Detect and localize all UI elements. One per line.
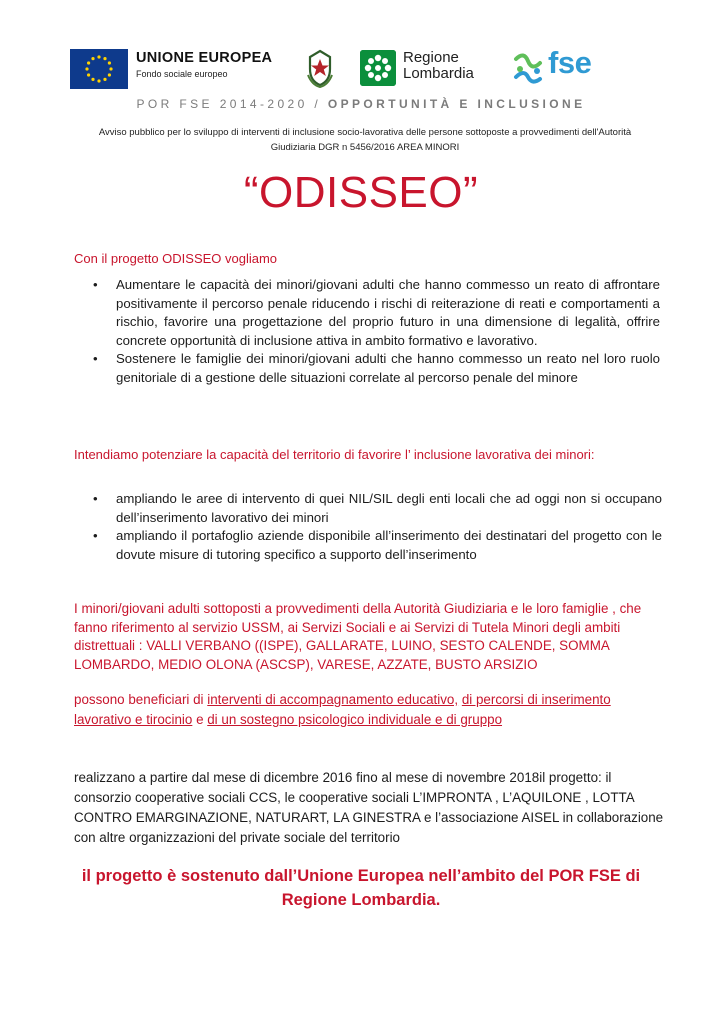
section1-intro: Con il progetto ODISSEO vogliamo: [74, 251, 278, 266]
regione-line2: Lombardia: [403, 65, 474, 82]
fse-logo-text: fse: [548, 45, 592, 80]
bullet-text: ampliando le aree di intervento di quei NIL/SIL degli enti locali che ad oggi non si occupano dell’inserimento lavorativo dei minori: [116, 491, 662, 525]
por-banner: [0, 97, 722, 111]
closing-statement: [40, 864, 682, 912]
avviso-line2: Giudiziaria DGR n 5456/2016 AREA MINORI: [270, 142, 460, 153]
partners-paragraph: realizzano a partire dal mese di dicembre 2016 fino al mese di novembre 2018il progetto: il consorzio cooperative sociali CCS, le cooperative sociali L’IMPRONTA , L’AQUILONE , LOTTA CONTRO EMARGINAZIONE, NATURART, LA GINESTRA e l’associazione AISEL in collaborazione con altre organizzazioni del private sociale del territorio: [74, 770, 664, 845]
service-psychological-support: di un sostegno psicologico individuale e di gruppo: [207, 711, 503, 727]
page-title: “ODISSEO”: [243, 168, 479, 217]
fse-swirl-icon: [510, 49, 546, 87]
por-theme: OPPORTUNITÀ E INCLUSIONE: [327, 97, 586, 111]
closing-line1: il progetto è sostenuto dall’Unione Europea nell’ambito del POR FSE di: [81, 867, 641, 885]
eu-logo-text: [136, 50, 272, 79]
eu-title: UNIONE EUROPEA: [136, 50, 273, 66]
bullet-icon: •: [93, 351, 98, 367]
regione-line1: Regione: [403, 49, 459, 66]
bullet-icon: •: [93, 528, 98, 544]
list-item: [90, 350, 660, 387]
beneficiaries-paragraph: I minori/giovani adulti sottoposti a provvedimenti della Autorità Giudiziaria e le loro famiglie , che fanno riferimento al servizio USSM, ai Servizi Sociali e ai Servizi di Tutela Minori degli ambiti distrettuali : VALLI VERBANO ((ISPE), GALLARATE, LUINO, SESTO CALENDE, SOMMA LOMBARDO, MEDIO OLONA (ASCSP), VARESE, AZZATE, BUSTO ARSIZIO: [74, 601, 642, 672]
eu-flag-icon: [70, 49, 128, 89]
eu-subtitle: Fondo sociale europeo: [136, 69, 228, 79]
por-program: POR FSE 2014-2020 /: [136, 97, 322, 111]
service-educational-support: interventi di accompagnamento educativo,: [207, 692, 459, 707]
services-lead: possono beneficiari di: [74, 692, 208, 707]
section2-intro: Intendiamo potenziare la capacità del territorio di favorire l’ inclusione lavorativa dei minori:: [74, 447, 595, 462]
list-item: [90, 490, 662, 527]
bullet-text: Aumentare le capacità dei minori/giovani adulti che hanno commesso un reato di affrontare positivamente il percorso penale riducendo i rischi di reiterazione di reati e comportamenti a rischio, favorire una progettazione del proprio futuro in una dimensione di legalità, offrire concrete opportunità di inclusione attiva in ambito formativo e lavorativo.: [116, 277, 660, 348]
regione-lombardia-text: [403, 50, 474, 82]
bullet-text: ampliando il portafoglio aziende disponibile all’inserimento dei destinatari del progetto con le dovute misure di tutoring specifico a supporto dell’inserimento: [116, 528, 662, 562]
services-paragraph: [74, 690, 664, 729]
avviso-text: [70, 125, 660, 155]
regione-lombardia-rose-icon: [360, 50, 396, 86]
italian-republic-emblem-icon: [302, 47, 338, 89]
list-item: [90, 276, 660, 350]
services-sep2: e: [192, 711, 208, 727]
logo-bar: [70, 45, 630, 93]
list-item: [90, 527, 662, 564]
bullet-icon: •: [93, 491, 98, 506]
avviso-line1: Avviso pubblico per lo sviluppo di interventi di inclusione socio-lavorativa delle persone sottoposte a provvedimenti dell'Autorità: [98, 127, 632, 138]
section1-bullet-list: [90, 276, 660, 388]
bullet-icon: •: [93, 277, 98, 292]
closing-line2: Regione Lombardia.: [281, 891, 441, 909]
section2-bullet-list: [90, 490, 662, 564]
bullet-text: Sostenere le famiglie dei minori/giovani adulti che hanno commesso un reato nel loro ruolo genitoriale di a gestione delle situazioni correlate al percorso penale del minore: [116, 351, 660, 385]
service-work-placement: di percorsi di inserimento lavorativo e tirocinio: [74, 692, 611, 727]
